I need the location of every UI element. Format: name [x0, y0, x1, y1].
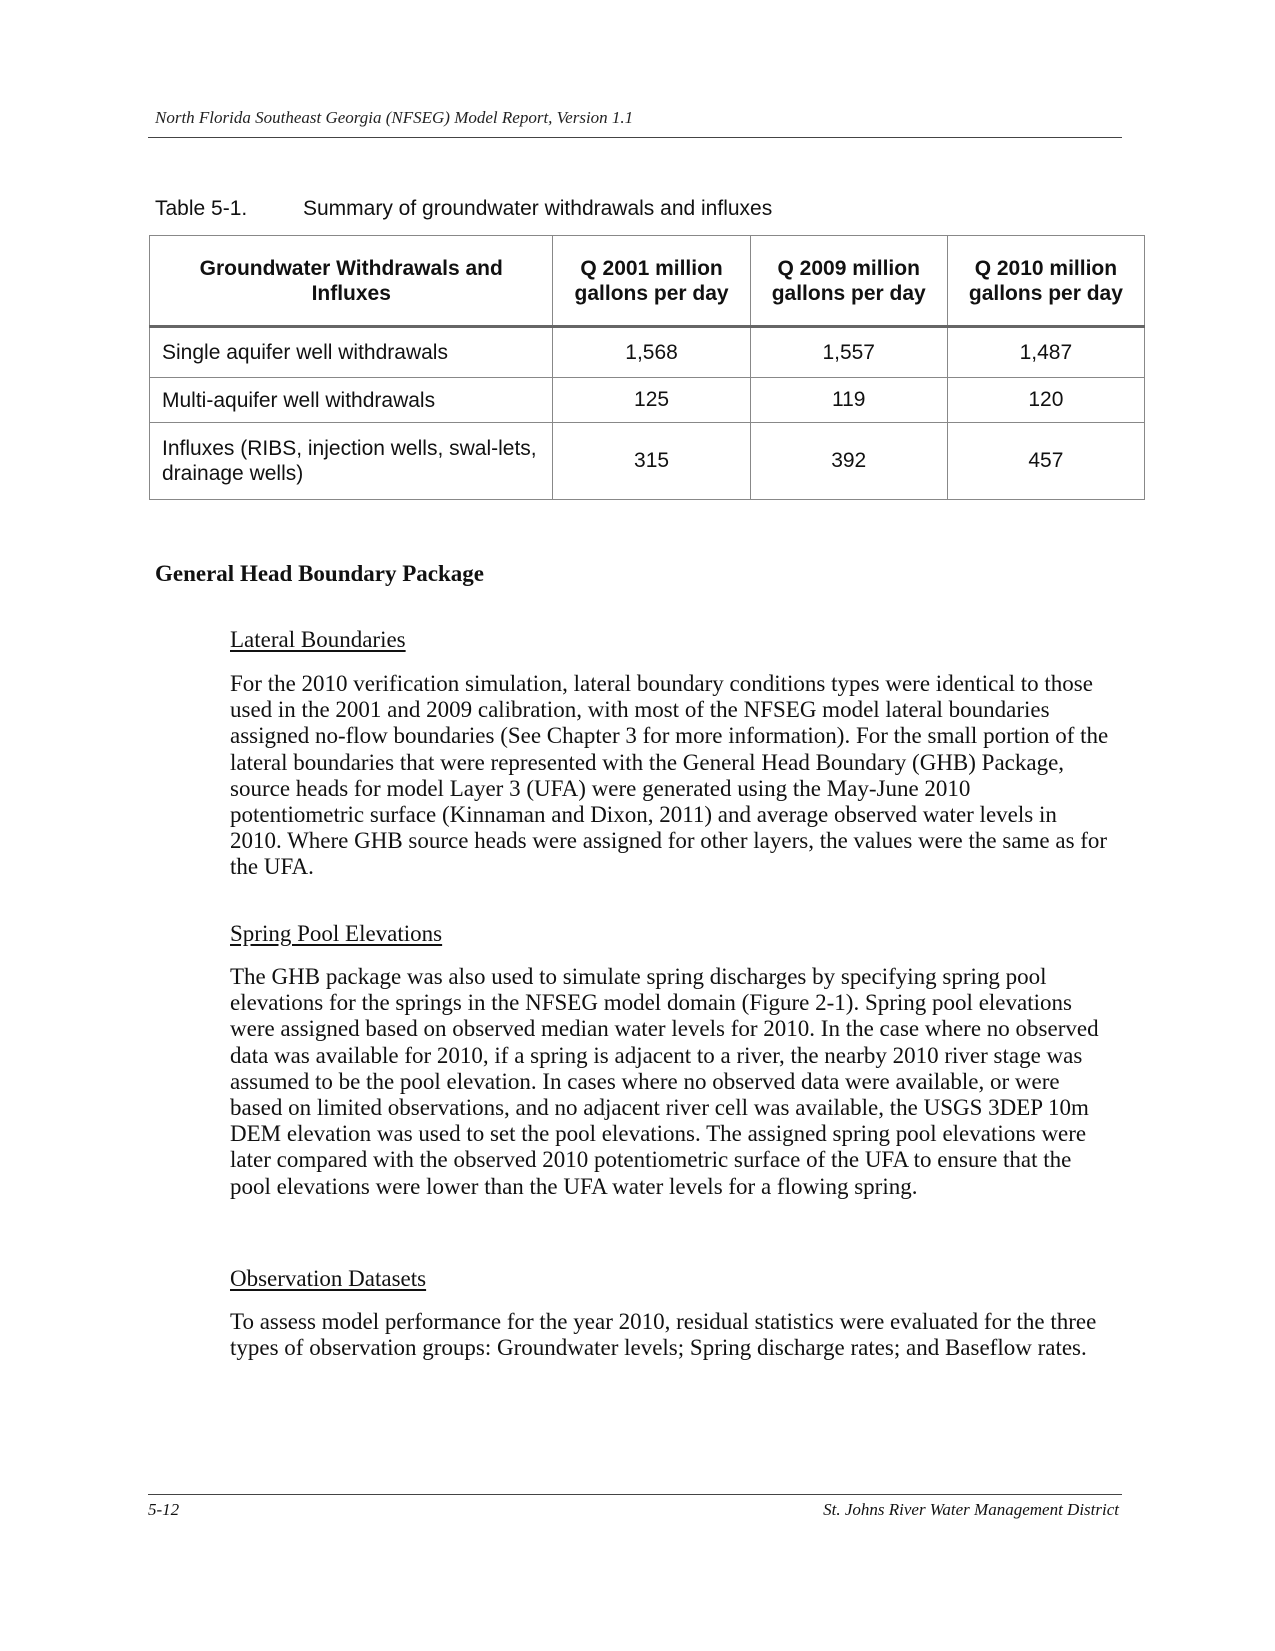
withdrawals-table — [149, 235, 1145, 500]
paragraph-lateral-boundaries: For the 2010 verification simulation, lateral boundary conditions types were identical to those used in the 2001 and 2009 calibration, with most of the NFSEG model lateral boundaries assigned no-flow boundaries (See Chapter 3 for more information). For the small portion of the lateral boundaries that were represented with the General Head Boundary (GHB) Package, source heads for model Layer 3 (UFA) were generated using the May-June 2010 potentiometric surface (Kinnaman and Dixon, 2011) and average observed water levels in 2010. Where GHB source heads were assigned for other layers, the values were the same as for the UFA. — [230, 671, 1109, 880]
table-row — [150, 327, 1145, 378]
cell-q2001: 125 — [553, 378, 750, 423]
subheading-spring-pool-elevations: Spring Pool Elevations — [230, 921, 443, 946]
header-rule — [148, 137, 1122, 138]
cell-q2010: 1,487 — [947, 327, 1144, 378]
table-row — [150, 378, 1145, 423]
row-label: Multi-aquifer well withdrawals — [150, 378, 553, 423]
row-label: Single aquifer well withdrawals — [150, 327, 553, 378]
table-row — [150, 423, 1145, 500]
table-header-row — [150, 236, 1145, 327]
page-number: 5-12 — [148, 1500, 180, 1519]
cell-q2001: 1,568 — [553, 327, 750, 378]
column-header-category: Groundwater Withdrawals and Influxes — [150, 236, 553, 327]
cell-q2009: 392 — [750, 423, 947, 500]
footer-rule — [148, 1494, 1122, 1495]
cell-q2010: 120 — [947, 378, 1144, 423]
paragraph-spring-pool-elevations: The GHB package was also used to simulate spring discharges by specifying spring pool elevations for the springs in the NFSEG model domain (Figure 2-1). Spring pool elevations were assigned based on observed median water levels for 2010. In the case where no observed data was available for 2010, if a spring is adjacent to a river, the nearby 2010 river stage was assumed to be the pool elevation. In cases where no observed data were available, or were based on limited observations, and no adjacent river cell was available, the USGS 3DEP 10m DEM elevation was used to set the pool elevations. The assigned spring pool elevations were later compared with the observed 2010 potentiometric surface of the UFA to ensure that the pool elevations were lower than the UFA water levels for a flowing spring. — [230, 964, 1099, 1199]
paragraph-observation-datasets: To assess model performance for the year 2010, residual statistics were evaluated for the three types of observation groups: Groundwater levels; Spring discharge rates; and Baseflow rates. — [230, 1309, 1097, 1361]
column-header-q2001: Q 2001 million gallons per day — [553, 236, 750, 327]
column-header-q2009: Q 2009 million gallons per day — [750, 236, 947, 327]
cell-q2009: 1,557 — [750, 327, 947, 378]
subheading-observation-datasets: Observation Datasets — [230, 1266, 427, 1291]
cell-q2001: 315 — [553, 423, 750, 500]
column-header-q2010: Q 2010 million gallons per day — [947, 236, 1144, 327]
table-caption-text: Summary of groundwater withdrawals and influxes — [303, 197, 773, 220]
row-label: Influxes (RIBS, injection wells, swal-lets, drainage wells) — [150, 423, 553, 500]
subheading-lateral-boundaries: Lateral Boundaries — [230, 627, 406, 652]
footer-organization: St. Johns River Water Management District — [823, 1500, 1119, 1519]
section-heading: General Head Boundary Package — [155, 561, 485, 586]
running-header: North Florida Southeast Georgia (NFSEG) Model Report, Version 1.1 — [155, 108, 634, 127]
table-caption-number: Table 5-1. — [155, 197, 248, 220]
cell-q2010: 457 — [947, 423, 1144, 500]
cell-q2009: 119 — [750, 378, 947, 423]
table-caption — [155, 197, 772, 221]
